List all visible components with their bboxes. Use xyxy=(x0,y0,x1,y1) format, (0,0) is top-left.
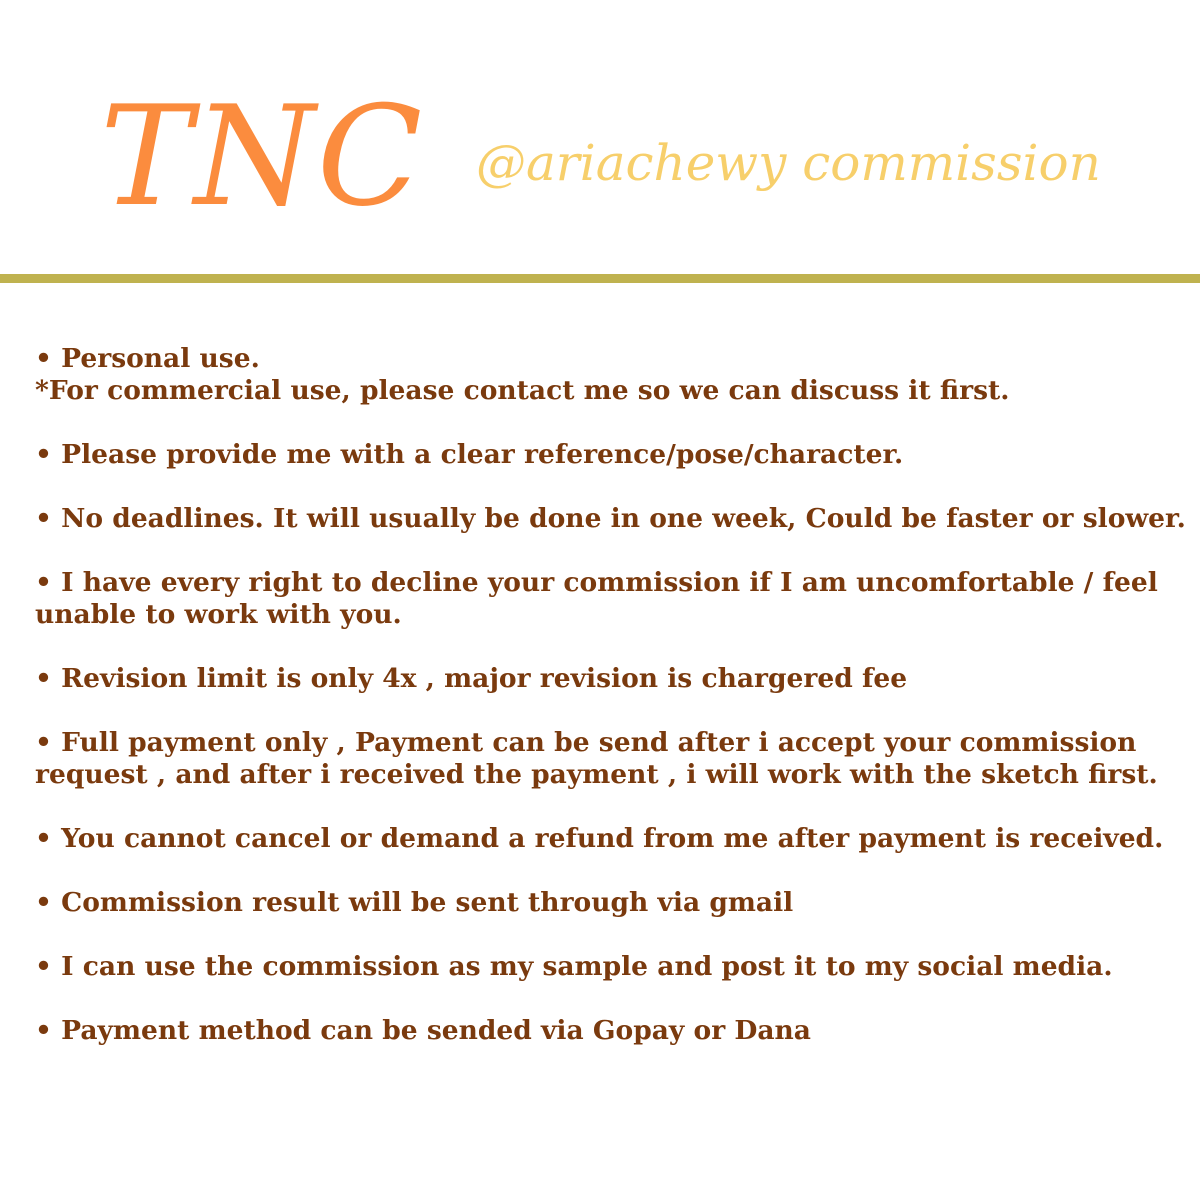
term-item-deadlines: • No deadlines. It will usually be done in one week, Could be faster or slower. xyxy=(35,503,1186,534)
artist-handle: @ariachewy commission xyxy=(476,134,1101,192)
term-item-revision-limit: • Revision limit is only 4x , major revision is chargered fee xyxy=(35,663,908,694)
term-item-payment-method: • Payment method can be sended via Gopay or Dana xyxy=(35,1015,811,1046)
header-divider xyxy=(0,274,1200,283)
page-title: TNC xyxy=(100,76,425,237)
term-item-full-payment: • Full payment only , Payment can be send after i accept your commission request , and after i received the payment , i will work with the sketch first. xyxy=(35,727,1158,790)
term-item-no-refund: • You cannot cancel or demand a refund from me after payment is received. xyxy=(35,823,1164,854)
term-item-delivery: • Commission result will be sent through via gmail xyxy=(35,887,794,918)
terms-list xyxy=(35,343,1195,1079)
term-item-decline-right: • I have every right to decline your commission if I am uncomfortable / feel unable to work with you. xyxy=(35,567,1158,630)
term-item-reference: • Please provide me with a clear reference/pose/character. xyxy=(35,439,904,470)
term-item-personal-use: • Personal use. *For commercial use, please contact me so we can discuss it first. xyxy=(35,343,1010,406)
term-item-sample-usage: • I can use the commission as my sample and post it to my social media. xyxy=(35,951,1113,982)
